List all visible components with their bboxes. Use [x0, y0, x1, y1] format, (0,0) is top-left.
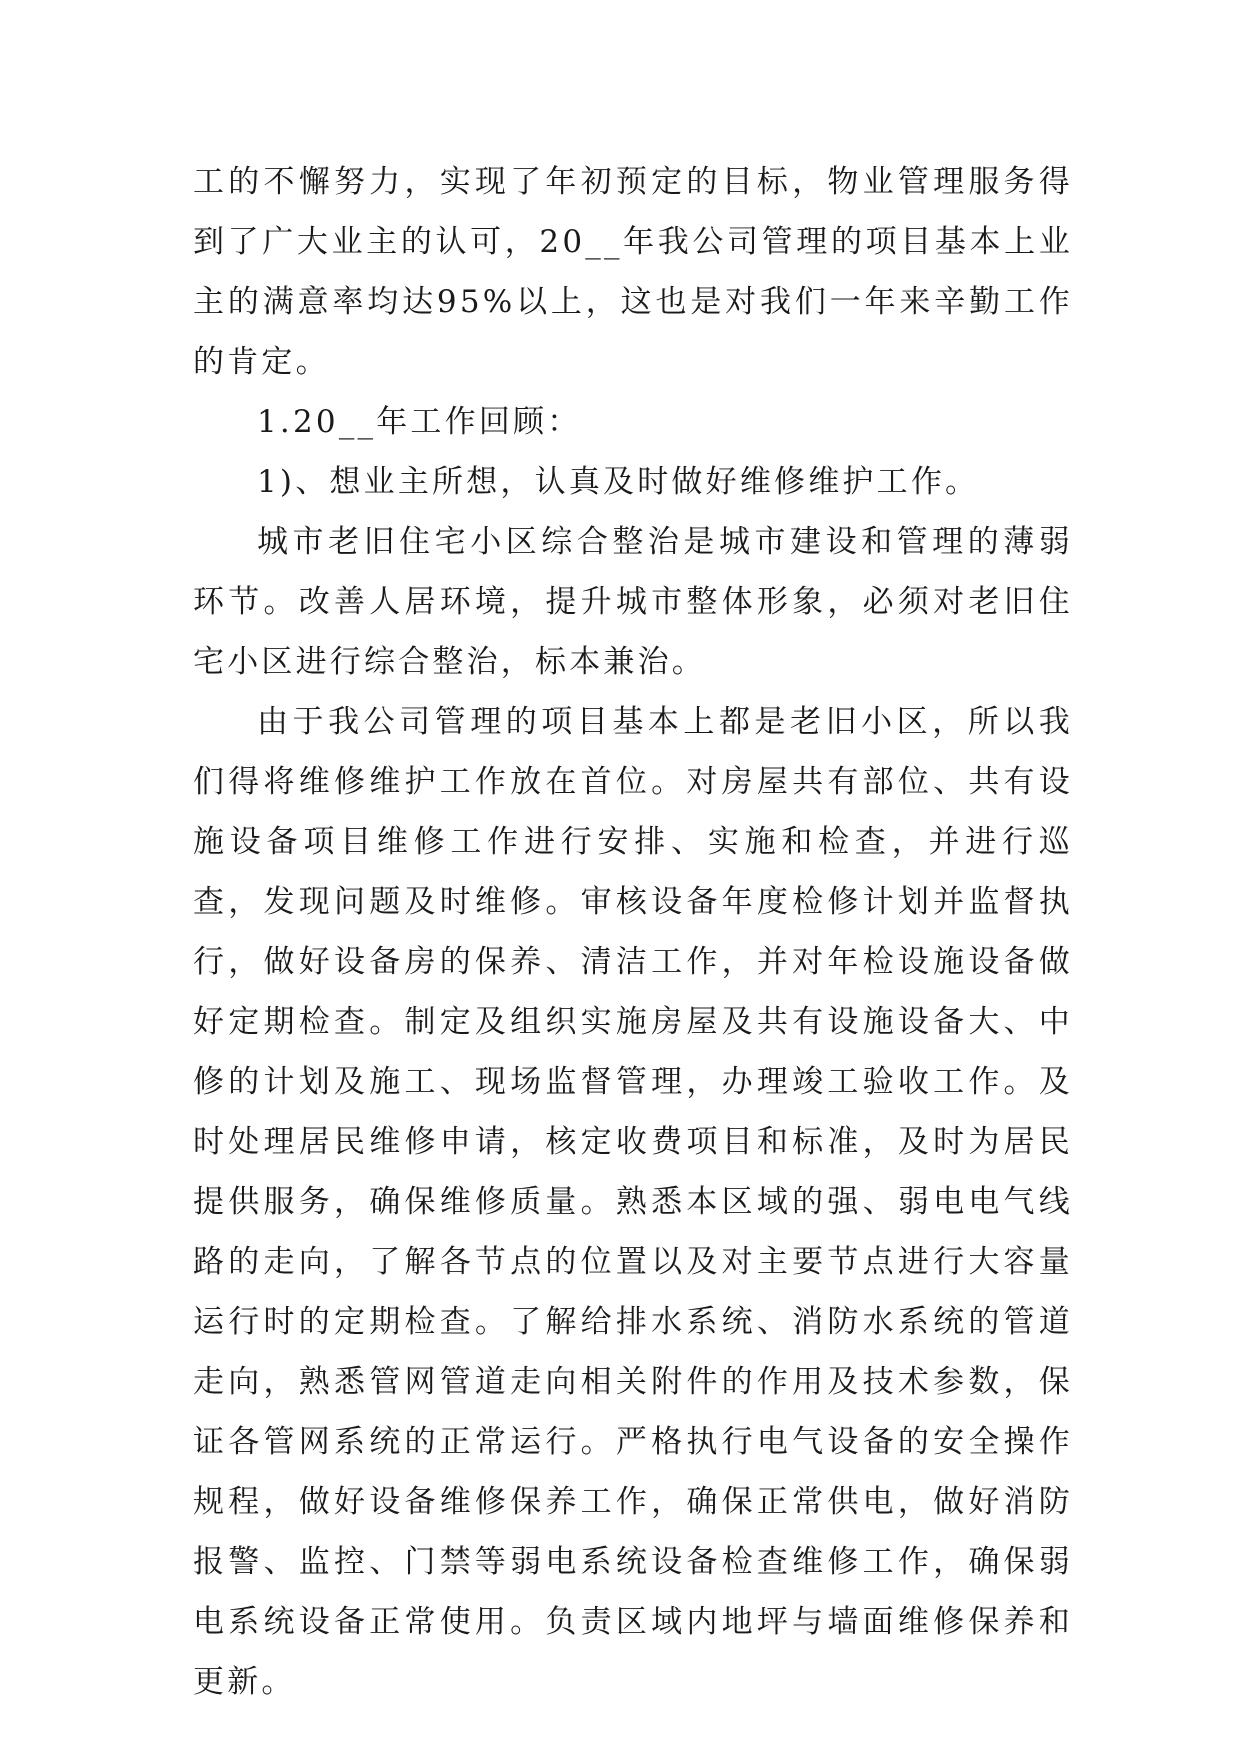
- section-heading-work-review: 1.20__年工作回顾：: [257, 404, 582, 440]
- subheading-maintenance: 1)、想业主所想，认真及时做好维修维护工作。: [257, 464, 980, 500]
- paragraph-renovation: 城市老旧住宅小区综合整治是城市建设和管理的薄弱环节。改善人居环境，提升城市整体形象，必须对老旧住宅小区进行综合整治，标本兼治。: [193, 524, 1073, 680]
- document-body: [193, 152, 1073, 1712]
- paragraph-maintenance-details: 由于我公司管理的项目基本上都是老旧小区，所以我们得将维修维护工作放在首位。对房屋共有部位、共有设施设备项目维修工作进行安排、实施和检查，并进行巡查，发现问题及时维修。审核设备年度检修计划并监督执行，做好设备房的保养、清洁工作，并对年检设施设备做好定期检查。制定及组织实施房屋及共有设施设备大、中修的计划及施工、现场监督管理，办理竣工验收工作。及时处理居民维修申请，核定收费项目和标准，及时为居民提供服务，确保维修质量。熟悉本区域的强、弱电电气线路的走向，了解各节点的位置以及对主要节点进行大容量运行时的定期检查。了解给排水系统、消防水系统的管道走向，熟悉管网管道走向相关附件的作用及技术参数，保证各管网系统的正常运行。严格执行电气设备的安全操作规程，做好设备维修保养工作，确保正常供电，做好消防报警、监控、门禁等弱电系统设备检查维修工作，确保弱电系统设备正常使用。负责区域内地坪与墙面维修保养和更新。: [193, 704, 1073, 1700]
- paragraph-intro: 工的不懈努力，实现了年初预定的目标，物业管理服务得到了广大业主的认可，20__年我公司管理的项目基本上业主的满意率均达95%以上，这也是对我们一年来辛勤工作的肯定。: [193, 164, 1073, 380]
